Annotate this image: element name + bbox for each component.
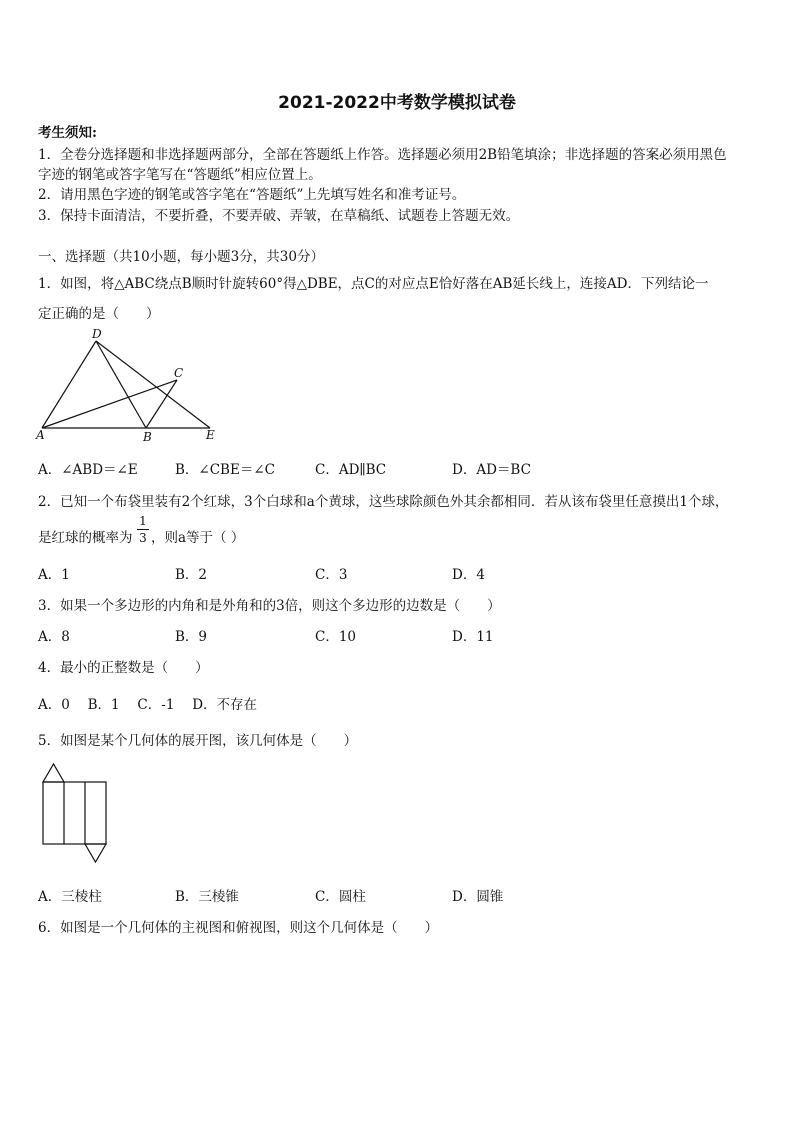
q1-option-b: B．∠CBE＝∠C bbox=[175, 462, 275, 478]
q1-label-a: A bbox=[36, 428, 45, 442]
q1-line-2: 定正确的是（ ） bbox=[38, 306, 160, 322]
q1-option-c: C．AD∥BC bbox=[315, 462, 387, 478]
q6-line-1: 6．如图是一个几何体的主视图和俯视图，则这个几何体是（ ） bbox=[38, 920, 439, 936]
q1-line-1: 1．如图，将△ABC绕点B顺时针旋转60°得△DBE，点C的对应点E恰好落在AB延长线上，连接AD．下列结论一 bbox=[38, 276, 709, 292]
q5-option-c: C．圆柱 bbox=[315, 889, 366, 905]
q3-line-1: 3．如果一个多边形的内角和是外角和的3倍，则这个多边形的边数是（ ） bbox=[38, 598, 501, 614]
q2-line-1: 2．已知一个布袋里装有2个红球，3个白球和a个黄球，这些球除颜色外其余都相同．若从该布袋里任意摸出1个球， bbox=[38, 494, 729, 510]
q5-net-figure bbox=[36, 760, 116, 868]
q1-label-c: C bbox=[174, 366, 184, 380]
q2-option-b: B．2 bbox=[175, 567, 208, 583]
q4-line-1: 4．最小的正整数是（ ） bbox=[38, 660, 209, 676]
fraction-bar bbox=[137, 529, 149, 530]
q4-options: A．0 B．1 C．-1 D．不存在 bbox=[38, 697, 258, 713]
q1-label-d: D bbox=[92, 327, 102, 341]
q2-line-2a: 是红球的概率为 bbox=[38, 530, 133, 546]
q1-option-d: D．AD＝BC bbox=[452, 462, 531, 478]
notice-line-2: 2．请用黑色字迹的钢笔或答字笔在“答题纸”上先填写姓名和准考证号。 bbox=[38, 187, 466, 203]
q2-option-a: A．1 bbox=[38, 567, 70, 583]
q3-option-d: D．11 bbox=[452, 629, 494, 645]
q2-option-d: D．4 bbox=[452, 567, 485, 583]
q1-label-e: E bbox=[206, 428, 215, 442]
notice-line-1b: 字迹的钢笔或答字笔写在“答题纸”相应位置上。 bbox=[38, 167, 322, 183]
q3-option-a: A．8 bbox=[38, 629, 70, 645]
q2-fraction-denominator: 3 bbox=[139, 531, 147, 545]
q2-fraction-numerator: 1 bbox=[139, 514, 147, 528]
notice-line-1a: 1．全卷分选择题和非选择题两部分，全部在答题纸上作答。选择题必须用2B铅笔填涂；非选择题的答案必须用黑色 bbox=[38, 147, 727, 163]
q2-fraction bbox=[137, 514, 149, 545]
section-heading: 一、选择题（共10小题，每小题3分，共30分） bbox=[38, 249, 324, 265]
q5-option-b: B．三棱锥 bbox=[175, 889, 239, 905]
q1-option-a: A．∠ABD＝∠E bbox=[38, 462, 138, 478]
q5-option-d: D．圆锥 bbox=[452, 889, 504, 905]
notice-heading: 考生须知: bbox=[38, 125, 97, 141]
q3-option-b: B．9 bbox=[175, 629, 208, 645]
q2-option-c: C．3 bbox=[315, 567, 348, 583]
q3-option-c: C．10 bbox=[315, 629, 357, 645]
exam-title: 2021-2022中考数学模拟试卷 bbox=[278, 93, 516, 113]
q2-line-2b: ，则a等于（ ） bbox=[151, 530, 245, 546]
q5-line-1: 5．如图是某个几何体的展开图，该几何体是（ ） bbox=[38, 733, 358, 749]
q1-label-b: B bbox=[143, 430, 152, 444]
q5-option-a: A．三棱柱 bbox=[38, 889, 102, 905]
notice-line-3: 3．保持卡面清洁，不要折叠，不要弄破、弄皱，在草稿纸、试题卷上答题无效。 bbox=[38, 208, 520, 224]
q1-triangle-figure bbox=[30, 325, 230, 445]
